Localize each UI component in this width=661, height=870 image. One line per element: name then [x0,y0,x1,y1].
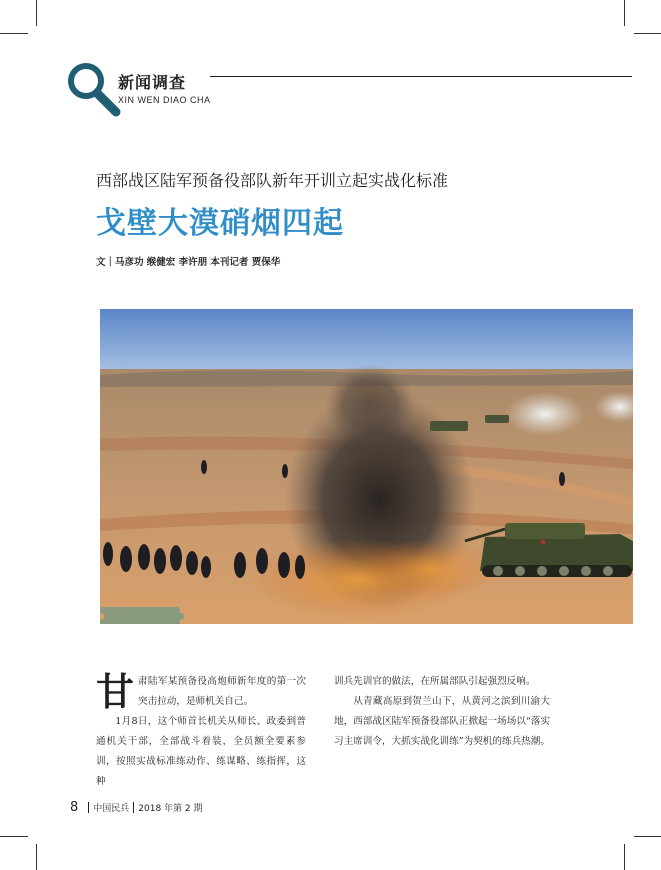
lead-text: 肃陆军某预备役高炮师新年度的第一次突击拉动，是师机关自己。 [138,676,306,707]
crop-mark [634,836,661,837]
paragraph: 训兵先训官的做法，在所属部队引起强烈反响。 [334,676,536,687]
crop-mark [624,844,625,870]
footer-divider [88,802,89,813]
section-title: 新闻调查 [118,73,187,92]
crop-mark [0,33,28,34]
crop-mark [0,836,28,837]
crop-mark [36,844,37,870]
magazine-name: 中国民兵 [93,804,130,814]
dropcap: 甘 [96,669,135,714]
issue-label: 2018 年第 2 期 [138,804,203,814]
footer-divider [133,802,134,813]
magnifier-icon [64,60,124,120]
article-photo [100,309,633,624]
article-title: 戈壁大漠硝烟四起 [96,206,344,241]
lead-paragraph [96,669,306,714]
article-column-right [334,672,550,752]
byline: 文｜马彦功 缑健宏 李许朋 本刊记者 贾保华 [96,257,281,268]
crop-mark [634,33,661,34]
crop-mark [624,0,625,26]
article-column-left [96,669,306,792]
page-footer [70,800,203,815]
section-subtitle: XIN WEN DIAO CHA [118,95,211,105]
crop-mark [36,0,37,26]
article-subtitle: 西部战区陆军预备役部队新年开训立起实战化标准 [96,171,449,190]
header-rule [210,76,632,77]
paragraph: 1月8日，这个师首长机关从师长、政委到普通机关干部，全部战斗着装，全员额全要素参训，按照实战标准练动作、练谋略、练指挥，这种 [96,716,306,787]
page-number: 8 [70,800,79,815]
paragraph: 从青藏高原到贺兰山下，从黄河之滨到川渝大地，西部战区陆军预备役部队正掀起一场场以“落实习主席训令，大抓实战化训练”为契机的练兵热潮。 [334,696,550,747]
